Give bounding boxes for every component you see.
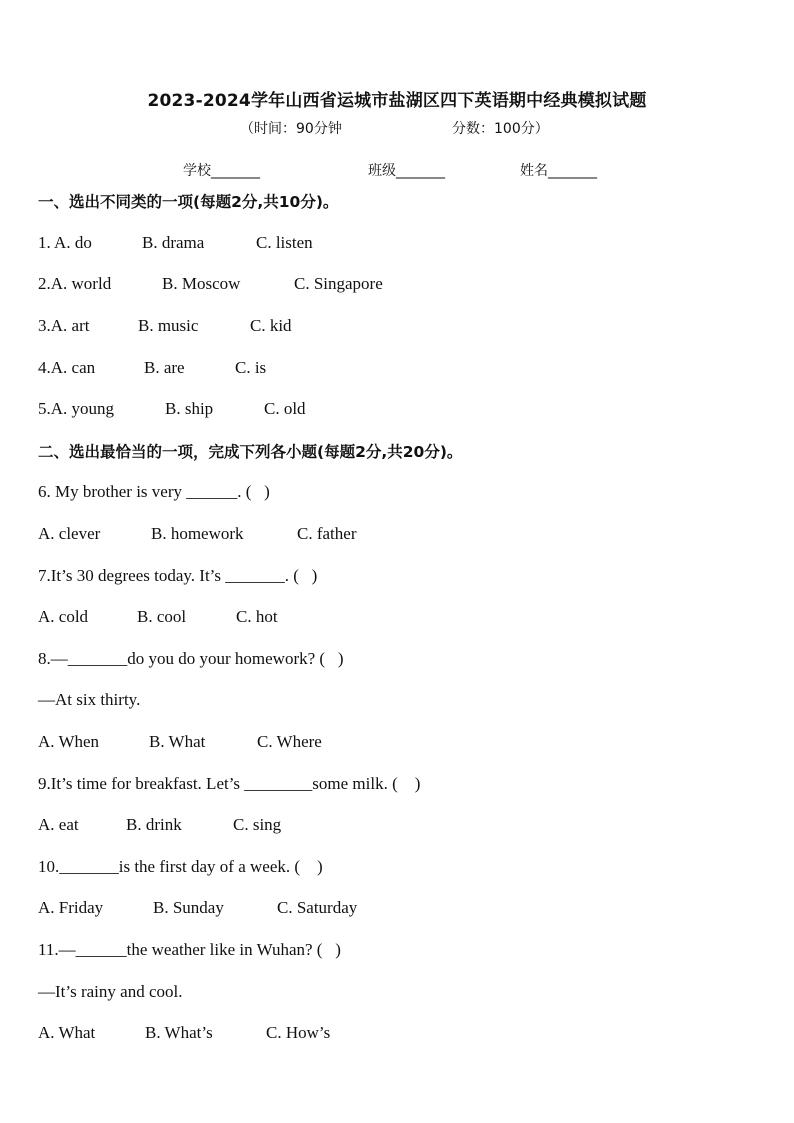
option-b: B. homework	[151, 524, 244, 543]
option-a: A. When	[38, 732, 100, 751]
option-b: B. Sunday	[153, 898, 224, 917]
question-5	[38, 399, 306, 419]
option-c: C. old	[264, 399, 306, 418]
option-c: C. Where	[257, 732, 322, 751]
option-b: B. What’s	[145, 1023, 213, 1042]
option-b: B. music	[138, 316, 199, 335]
option-b: B. Moscow	[162, 274, 241, 293]
option-c: C. father	[297, 524, 357, 543]
option-b: B. drama	[142, 233, 205, 252]
exam-score: 分数：100分）	[452, 121, 549, 137]
option-c: C. sing	[233, 815, 282, 834]
option-c: C. Singapore	[294, 274, 383, 293]
question-7-options	[38, 607, 278, 627]
option-c: C. is	[235, 358, 267, 377]
question-8-stem: 8.—_______do you do your homework? ( )	[38, 649, 344, 668]
question-6-options	[38, 524, 356, 544]
exam-time: （时间：90分钟	[240, 121, 342, 137]
question-9-stem: 9.It’s time for breakfast. Let’s ________some milk. ( )	[38, 774, 421, 793]
option-b: B. cool	[137, 607, 187, 626]
section2-heading: 二、选出最恰当的一项，完成下列各小题(每题2分,共20分)。	[38, 443, 463, 461]
option-b: B. What	[149, 732, 206, 751]
question-8-answer: —At six thirty.	[38, 690, 141, 709]
option-a: 2.A. world	[38, 274, 112, 293]
option-c: C. listen	[256, 233, 313, 252]
option-c: C. How’s	[266, 1023, 331, 1042]
option-a: 1. A. do	[38, 233, 92, 252]
name-field: 姓名_______	[520, 163, 597, 179]
option-a: 3.A. art	[38, 316, 90, 335]
option-a: A. Friday	[38, 898, 104, 917]
option-b: B. are	[144, 358, 185, 377]
question-7-stem: 7.It’s 30 degrees today. It’s _______. ( )	[38, 566, 318, 585]
class-field: 班级_______	[368, 163, 445, 179]
option-a: A. What	[38, 1023, 96, 1042]
option-a: A. clever	[38, 524, 101, 543]
option-c: C. kid	[250, 316, 292, 335]
question-6-stem: 6. My brother is very ______. ( )	[38, 482, 270, 501]
question-3	[38, 316, 292, 336]
option-a: 4.A. can	[38, 358, 96, 377]
question-11-options	[38, 1023, 330, 1043]
question-11-answer: —It’s rainy and cool.	[38, 982, 183, 1001]
question-1	[38, 233, 313, 253]
question-10-stem: 10._______is the first day of a week. ( )	[38, 857, 323, 876]
option-b: B. drink	[126, 815, 182, 834]
question-11-stem: 11.—______the weather like in Wuhan? ( )	[38, 940, 341, 959]
option-a: A. cold	[38, 607, 89, 626]
page-title: 2023-2024学年山西省运城市盐湖区四下英语期中经典模拟试题	[147, 91, 647, 111]
option-c: C. Saturday	[277, 898, 358, 917]
option-b: B. ship	[165, 399, 214, 418]
option-a: 5.A. young	[38, 399, 115, 418]
question-9-options	[38, 815, 281, 835]
question-2	[38, 274, 383, 294]
question-4	[38, 358, 266, 378]
section1-heading: 一、选出不同类的一项(每题2分,共10分)。	[38, 193, 339, 211]
question-8-options	[38, 732, 322, 752]
option-a: A. eat	[38, 815, 79, 834]
option-c: C. hot	[236, 607, 278, 626]
question-10-options	[38, 898, 357, 918]
school-field: 学校_______	[183, 163, 260, 179]
